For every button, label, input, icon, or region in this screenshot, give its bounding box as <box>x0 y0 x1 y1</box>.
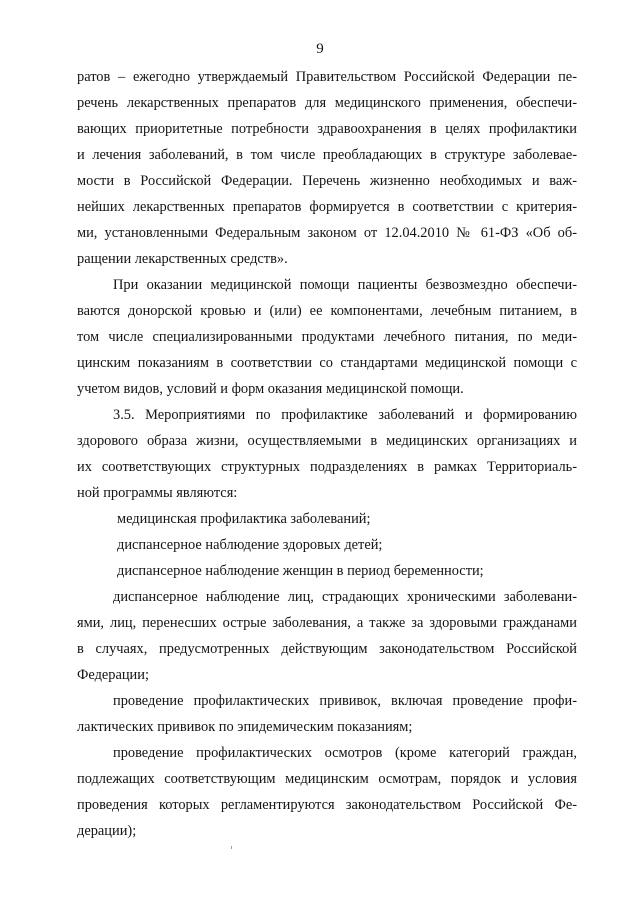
text-line: Федерации; <box>77 667 149 683</box>
list-item: медицинская профилактика заболеваний; <box>117 511 371 527</box>
text-line: ями, лиц, перенесших острые заболевания, а также за здоровыми гражданами <box>77 615 577 631</box>
text-line: вающих приоритетные потребности здравоохранения в целях профилактики <box>77 121 577 137</box>
text-line: При оказании медицинской помощи пациенты безвозмездно обеспечи- <box>113 277 577 293</box>
text-line: их соответствующих структурных подразделениях в рамках Территориаль- <box>77 459 577 475</box>
text-line: здорового образа жизни, осуществляемыми в медицинских организациях и <box>77 433 577 449</box>
list-item: диспансерное наблюдение лиц, страдающих хроническими заболевани- <box>113 589 577 605</box>
text-line: подлежащих соответствующим медицинским осмотрам, порядок и условия <box>77 771 577 787</box>
list-item: проведение профилактических осмотров (кроме категорий граждан, <box>113 745 577 761</box>
list-item: диспансерное наблюдение женщин в период беременности; <box>117 563 484 579</box>
list-item: проведение профилактических прививок, включая проведение профи- <box>113 693 577 709</box>
text-line: речень лекарственных препаратов для медицинского применения, обеспечи- <box>77 95 577 111</box>
text-line: нейших лекарственных препаратов формируется в соответствии с критерия- <box>77 199 577 215</box>
text-line: цинским показаниям в соответствии со стандартами медицинской помощи с <box>77 355 577 371</box>
text-line: дерации); <box>77 823 137 839</box>
document-body <box>77 64 577 844</box>
text-line: ращении лекарственных средств». <box>77 251 288 267</box>
text-line: и лечения заболеваний, в том числе преобладающих в структуре заболевае- <box>77 147 577 163</box>
text-line: проведения которых регламентируются законодательством Российской Фе- <box>77 797 577 813</box>
list-item: диспансерное наблюдение здоровых детей; <box>117 537 383 553</box>
text-line: лактических прививок по эпидемическим показаниям; <box>77 719 413 735</box>
text-line: учетом видов, условий и форм оказания медицинской помощи. <box>77 381 464 397</box>
text-line: мости в Российской Федерации. Перечень жизненно необходимых и важ- <box>77 173 577 189</box>
text-line: ратов – ежегодно утверждаемый Правительством Российской Федерации пе- <box>77 69 577 85</box>
page-number: 9 <box>316 41 324 57</box>
text-line: ваются донорской кровью и (или) ее компонентами, лечебным питанием, в <box>77 303 577 319</box>
text-line: 3.5. Мероприятиями по профилактике заболеваний и формированию <box>113 407 577 423</box>
scan-mark <box>231 846 232 849</box>
text-line: том числе специализированными продуктами лечебного питания, по меди- <box>77 329 577 345</box>
text-line: ной программы являются: <box>77 485 238 501</box>
text-line: ми, установленными Федеральным законом от 12.04.2010 № 61-ФЗ «Об об- <box>77 225 577 241</box>
text-line: в случаях, предусмотренных действующим законодательством Российской <box>77 641 577 657</box>
